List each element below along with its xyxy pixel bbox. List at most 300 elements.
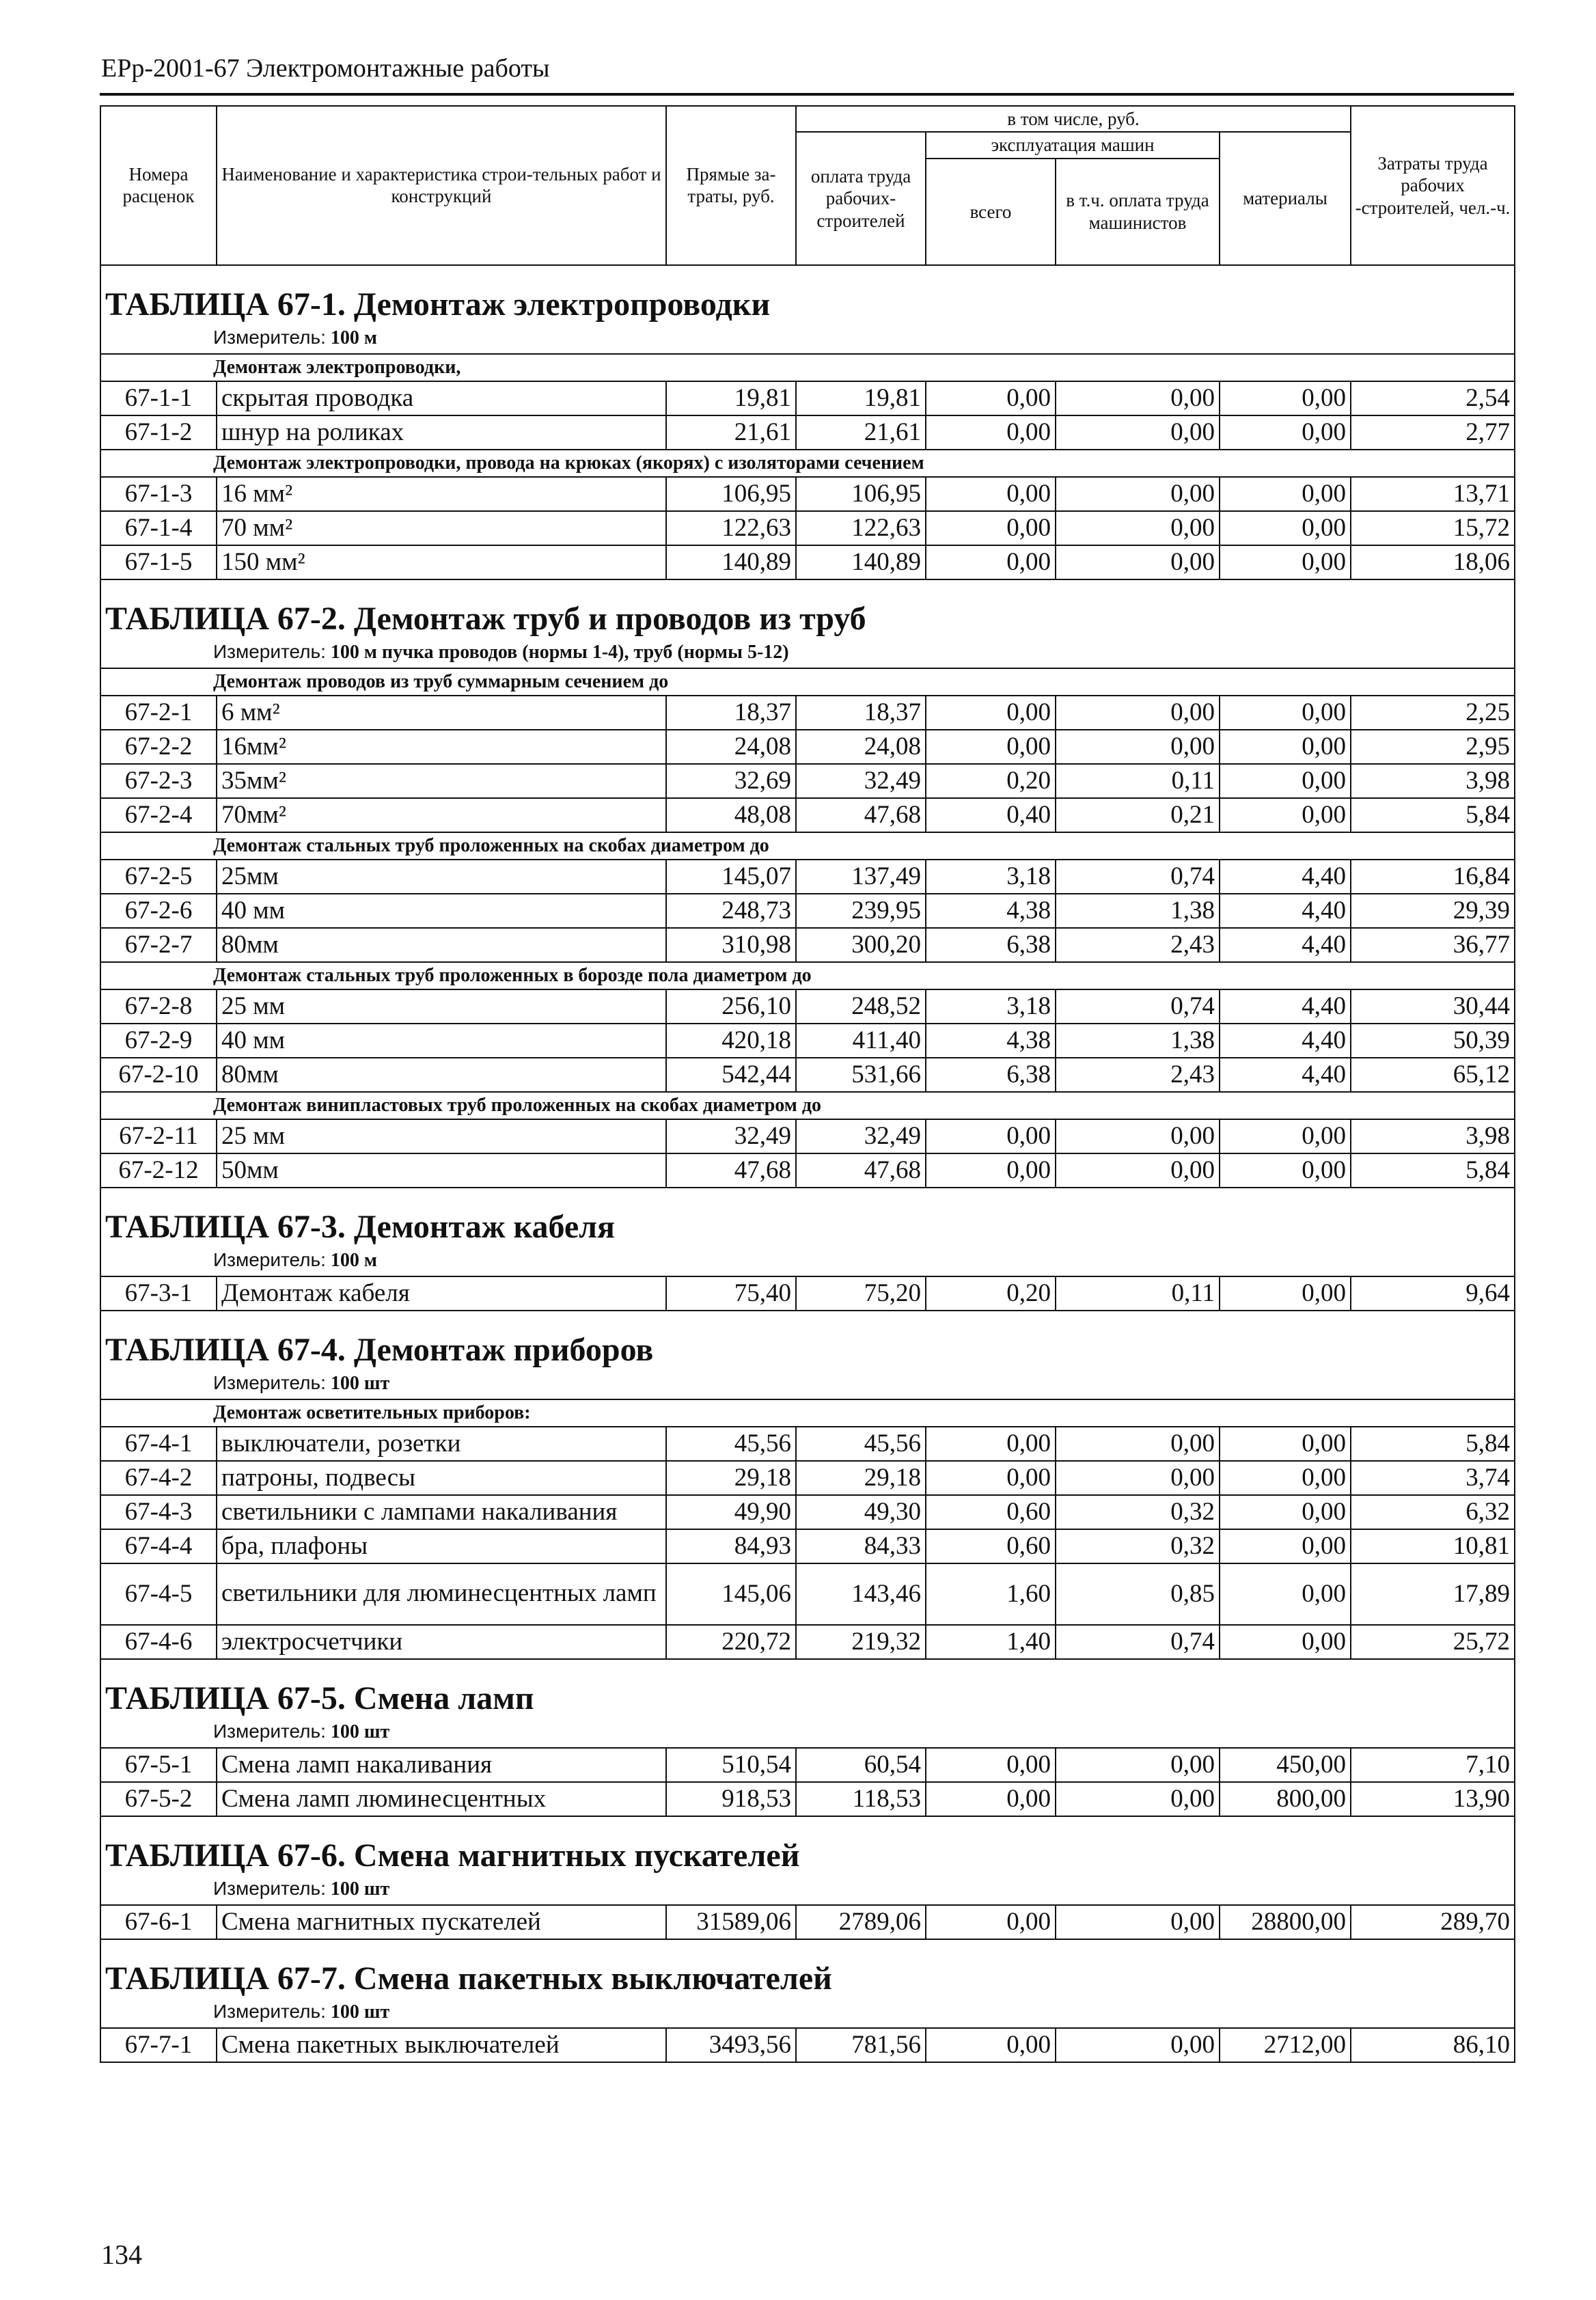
cell-materials: 0,00 [1220, 1153, 1351, 1188]
table-row [100, 2028, 1515, 2062]
measure-label: Измеритель: [213, 1249, 326, 1271]
col-header-machines-total: всего [926, 159, 1056, 265]
table-row [100, 1529, 1515, 1563]
cell-direct: 19,81 [666, 381, 796, 415]
cell-labor: 65,12 [1351, 1058, 1515, 1092]
cell-direct: 122,63 [666, 511, 796, 545]
cell-machines: 0,00 [926, 696, 1056, 730]
cell-machinists: 0,00 [1056, 1461, 1220, 1495]
cell-wages: 122,63 [796, 511, 926, 545]
cell-name: 50мм [217, 1153, 666, 1188]
cell-labor: 2,95 [1351, 730, 1515, 764]
measure-row [100, 1246, 1515, 1276]
cell-materials: 0,00 [1220, 1276, 1351, 1311]
measure-row [100, 323, 1515, 354]
cell-direct: 542,44 [666, 1058, 796, 1092]
cell-wages: 60,54 [796, 1748, 926, 1782]
cell-direct: 3493,56 [666, 2028, 796, 2062]
cell-code: 67-2-7 [100, 928, 217, 962]
cell-name: 80мм [217, 1058, 666, 1092]
cell-direct: 18,37 [666, 696, 796, 730]
cell-machinists: 0,74 [1056, 860, 1220, 894]
subheading-row [100, 354, 1515, 381]
cell-materials: 0,00 [1220, 730, 1351, 764]
cell-direct: 310,98 [666, 928, 796, 962]
cell-materials: 0,00 [1220, 1625, 1351, 1659]
cell-labor: 16,84 [1351, 860, 1515, 894]
table-row [100, 696, 1515, 730]
measure-cell [100, 1874, 1515, 1905]
cell-name: 70 мм² [217, 511, 666, 545]
table-row [100, 860, 1515, 894]
cell-code: 67-5-2 [100, 1782, 217, 1816]
cell-wages: 300,20 [796, 928, 926, 962]
section-title-row [100, 1659, 1515, 1717]
cell-machinists: 0,00 [1056, 2028, 1220, 2062]
subheading: Демонтаж электропроводки, [100, 354, 1515, 381]
cell-direct: 510,54 [666, 1748, 796, 1782]
measure-row [100, 1874, 1515, 1905]
cell-machines: 1,40 [926, 1625, 1056, 1659]
cell-direct: 24,08 [666, 730, 796, 764]
cell-name: светильники для люминесцентных ламп [217, 1563, 666, 1625]
col-header-machinists: в т.ч. оплата труда машинистов [1056, 159, 1220, 265]
cell-direct: 47,68 [666, 1153, 796, 1188]
cell-code: 67-1-4 [100, 511, 217, 545]
section-title: ТАБЛИЦА 67-3. Демонтаж кабеля [100, 1188, 1515, 1246]
cell-machines: 4,38 [926, 894, 1056, 928]
cell-name: 150 мм² [217, 545, 666, 579]
cell-wages: 32,49 [796, 1119, 926, 1153]
cell-materials: 4,40 [1220, 928, 1351, 962]
cell-direct: 256,10 [666, 989, 796, 1024]
measure-label: Измеритель: [213, 1878, 326, 1900]
measure-cell [100, 1369, 1515, 1399]
cell-name: 25мм [217, 860, 666, 894]
cell-wages: 531,66 [796, 1058, 926, 1092]
cell-machinists: 0,00 [1056, 696, 1220, 730]
cell-labor: 17,89 [1351, 1563, 1515, 1625]
cell-name: 6 мм² [217, 696, 666, 730]
section-title-row [100, 1816, 1515, 1874]
measure-cell [100, 1717, 1515, 1748]
table-row [100, 1427, 1515, 1461]
cell-direct: 31589,06 [666, 1905, 796, 1939]
cell-machinists: 2,43 [1056, 928, 1220, 962]
cell-direct: 248,73 [666, 894, 796, 928]
section-title: ТАБЛИЦА 67-1. Демонтаж электропроводки [100, 265, 1515, 323]
cell-wages: 106,95 [796, 477, 926, 511]
cell-name: 25 мм [217, 1119, 666, 1153]
section-title-row [100, 1939, 1515, 1997]
cell-labor: 25,72 [1351, 1625, 1515, 1659]
cell-wages: 49,30 [796, 1495, 926, 1529]
cell-wages: 219,32 [796, 1625, 926, 1659]
cell-wages: 781,56 [796, 2028, 926, 2062]
cell-direct: 45,56 [666, 1427, 796, 1461]
cell-code: 67-2-1 [100, 696, 217, 730]
measure-label: Измеритель: [213, 2001, 326, 2023]
table-row [100, 1153, 1515, 1188]
measure-value: 100 м [330, 327, 377, 349]
cell-code: 67-4-1 [100, 1427, 217, 1461]
cell-code: 67-1-3 [100, 477, 217, 511]
cell-machinists: 0,00 [1056, 477, 1220, 511]
cell-machines: 0,20 [926, 1276, 1056, 1311]
cell-name: 35мм² [217, 764, 666, 798]
cell-materials: 4,40 [1220, 1024, 1351, 1058]
cell-machinists: 0,74 [1056, 1625, 1220, 1659]
measure-row [100, 1997, 1515, 2028]
cell-machines: 3,18 [926, 860, 1056, 894]
cell-name: Смена пакетных выключателей [217, 2028, 666, 2062]
cell-materials: 0,00 [1220, 511, 1351, 545]
table-row [100, 1625, 1515, 1659]
cell-wages: 19,81 [796, 381, 926, 415]
rates-table [100, 105, 1515, 2063]
cell-machines: 0,00 [926, 1905, 1056, 1939]
measure-cell [100, 1997, 1515, 2028]
measure-cell [100, 638, 1515, 668]
table-row [100, 1563, 1515, 1625]
section-title: ТАБЛИЦА 67-2. Демонтаж труб и проводов из труб [100, 579, 1515, 638]
section-title-row [100, 1311, 1515, 1369]
col-header-direct: Прямые за-траты, руб. [666, 106, 796, 265]
table-row [100, 989, 1515, 1024]
col-header-materials: материалы [1220, 132, 1351, 264]
cell-materials: 800,00 [1220, 1782, 1351, 1816]
cell-wages: 47,68 [796, 1153, 926, 1188]
cell-machinists: 2,43 [1056, 1058, 1220, 1092]
cell-machinists: 0,00 [1056, 381, 1220, 415]
cell-wages: 24,08 [796, 730, 926, 764]
cell-machinists: 1,38 [1056, 1024, 1220, 1058]
section-title: ТАБЛИЦА 67-4. Демонтаж приборов [100, 1311, 1515, 1369]
col-header-machines: эксплуатация машин [926, 132, 1220, 158]
cell-machines: 6,38 [926, 1058, 1056, 1092]
cell-materials: 0,00 [1220, 415, 1351, 450]
section-title-row [100, 579, 1515, 638]
cell-code: 67-4-4 [100, 1529, 217, 1563]
cell-name: скрытая проводка [217, 381, 666, 415]
cell-direct: 918,53 [666, 1782, 796, 1816]
table-row [100, 928, 1515, 962]
measure-label: Измеритель: [213, 1372, 326, 1394]
cell-wages: 140,89 [796, 545, 926, 579]
cell-code: 67-2-10 [100, 1058, 217, 1092]
subheading: Демонтаж стальных труб проложенных на скобах диаметром до [100, 832, 1515, 860]
cell-machines: 0,00 [926, 511, 1056, 545]
table-row [100, 730, 1515, 764]
cell-materials: 2712,00 [1220, 2028, 1351, 2062]
cell-name: 70мм² [217, 798, 666, 832]
cell-direct: 49,90 [666, 1495, 796, 1529]
table-row [100, 511, 1515, 545]
cell-name: светильники с лампами накаливания [217, 1495, 666, 1529]
measure-value: 100 шт [330, 1878, 390, 1900]
cell-machines: 0,60 [926, 1529, 1056, 1563]
cell-machines: 1,60 [926, 1563, 1056, 1625]
subheading: Демонтаж стальных труб проложенных в борозде пола диаметром до [100, 962, 1515, 989]
cell-machines: 6,38 [926, 928, 1056, 962]
cell-machines: 0,00 [926, 477, 1056, 511]
cell-machines: 0,00 [926, 730, 1056, 764]
table-row [100, 764, 1515, 798]
cell-machines: 0,00 [926, 1782, 1056, 1816]
cell-name: 25 мм [217, 989, 666, 1024]
cell-name: электросчетчики [217, 1625, 666, 1659]
cell-labor: 6,32 [1351, 1495, 1515, 1529]
cell-code: 67-2-3 [100, 764, 217, 798]
cell-code: 67-2-9 [100, 1024, 217, 1058]
subheading-row [100, 1092, 1515, 1119]
cell-code: 67-4-5 [100, 1563, 217, 1625]
cell-wages: 118,53 [796, 1782, 926, 1816]
cell-machines: 0,60 [926, 1495, 1056, 1529]
cell-materials: 0,00 [1220, 798, 1351, 832]
subheading: Демонтаж электропроводки, провода на крюках (якорях) с изоляторами сечением [100, 450, 1515, 477]
cell-labor: 13,71 [1351, 477, 1515, 511]
cell-wages: 18,37 [796, 696, 926, 730]
cell-machines: 0,00 [926, 1119, 1056, 1153]
cell-materials: 4,40 [1220, 989, 1351, 1024]
cell-wages: 239,95 [796, 894, 926, 928]
cell-machinists: 1,38 [1056, 894, 1220, 928]
cell-machinists: 0,00 [1056, 1748, 1220, 1782]
cell-wages: 29,18 [796, 1461, 926, 1495]
cell-labor: 18,06 [1351, 545, 1515, 579]
section-title: ТАБЛИЦА 67-5. Смена ламп [100, 1659, 1515, 1717]
cell-machines: 4,38 [926, 1024, 1056, 1058]
subheading: Демонтаж винипластовых труб проложенных на скобах диаметром до [100, 1092, 1515, 1119]
measure-row [100, 638, 1515, 668]
table-row [100, 798, 1515, 832]
cell-code: 67-3-1 [100, 1276, 217, 1311]
cell-name: 80мм [217, 928, 666, 962]
cell-name: патроны, подвесы [217, 1461, 666, 1495]
section-title: ТАБЛИЦА 67-6. Смена магнитных пускателей [100, 1816, 1515, 1874]
cell-machines: 0,20 [926, 764, 1056, 798]
cell-machinists: 0,00 [1056, 1782, 1220, 1816]
cell-materials: 0,00 [1220, 381, 1351, 415]
cell-name: Смена ламп накаливания [217, 1748, 666, 1782]
cell-machines: 0,00 [926, 2028, 1056, 2062]
cell-materials: 0,00 [1220, 1119, 1351, 1153]
measure-label: Измеритель: [213, 327, 326, 348]
measure-value: 100 шт [330, 1373, 390, 1395]
cell-labor: 3,74 [1351, 1461, 1515, 1495]
cell-labor: 10,81 [1351, 1529, 1515, 1563]
section-title-row [100, 265, 1515, 323]
cell-materials: 4,40 [1220, 894, 1351, 928]
cell-code: 67-4-3 [100, 1495, 217, 1529]
cell-wages: 47,68 [796, 798, 926, 832]
cell-labor: 5,84 [1351, 1153, 1515, 1188]
table-row [100, 381, 1515, 415]
cell-materials: 0,00 [1220, 1529, 1351, 1563]
cell-code: 67-1-5 [100, 545, 217, 579]
cell-name: выключатели, розетки [217, 1427, 666, 1461]
cell-machines: 0,00 [926, 1427, 1056, 1461]
cell-machinists: 0,00 [1056, 511, 1220, 545]
cell-machines: 0,00 [926, 381, 1056, 415]
cell-wages: 32,49 [796, 764, 926, 798]
measure-cell [100, 1246, 1515, 1276]
col-header-code: Номера расценок [100, 106, 217, 265]
measure-value: 100 шт [330, 2001, 390, 2023]
cell-code: 67-2-6 [100, 894, 217, 928]
cell-direct: 75,40 [666, 1276, 796, 1311]
table-row [100, 477, 1515, 511]
running-header: ЕРр-2001-67 Электромонтажные работы [101, 54, 550, 83]
cell-direct: 145,06 [666, 1563, 796, 1625]
cell-wages: 137,49 [796, 860, 926, 894]
cell-materials: 0,00 [1220, 1461, 1351, 1495]
table-row [100, 1495, 1515, 1529]
cell-machines: 0,00 [926, 545, 1056, 579]
cell-wages: 84,33 [796, 1529, 926, 1563]
cell-materials: 0,00 [1220, 1563, 1351, 1625]
cell-labor: 289,70 [1351, 1905, 1515, 1939]
cell-wages: 2789,06 [796, 1905, 926, 1939]
col-header-including: в том числе, руб. [796, 106, 1351, 132]
section-title-row [100, 1188, 1515, 1246]
cell-wages: 411,40 [796, 1024, 926, 1058]
cell-code: 67-4-2 [100, 1461, 217, 1495]
table-row [100, 1461, 1515, 1495]
table-row [100, 1782, 1515, 1816]
cell-materials: 0,00 [1220, 545, 1351, 579]
measure-cell [100, 323, 1515, 354]
cell-name: шнур на роликах [217, 415, 666, 450]
measure-value: 100 м [330, 1250, 377, 1272]
cell-name: 40 мм [217, 894, 666, 928]
cell-code: 67-1-2 [100, 415, 217, 450]
table-row [100, 1276, 1515, 1311]
cell-machinists: 0,11 [1056, 764, 1220, 798]
cell-direct: 220,72 [666, 1625, 796, 1659]
cell-labor: 13,90 [1351, 1782, 1515, 1816]
cell-name: бра, плафоны [217, 1529, 666, 1563]
cell-materials: 0,00 [1220, 1495, 1351, 1529]
table-row [100, 1024, 1515, 1058]
cell-labor: 3,98 [1351, 764, 1515, 798]
measure-label: Измеритель: [213, 641, 326, 663]
cell-name: Демонтаж кабеля [217, 1276, 666, 1311]
cell-labor: 86,10 [1351, 2028, 1515, 2062]
cell-code: 67-2-8 [100, 989, 217, 1024]
cell-direct: 140,89 [666, 545, 796, 579]
cell-wages: 75,20 [796, 1276, 926, 1311]
cell-machinists: 0,32 [1056, 1529, 1220, 1563]
cell-wages: 248,52 [796, 989, 926, 1024]
cell-direct: 420,18 [666, 1024, 796, 1058]
cell-labor: 2,25 [1351, 696, 1515, 730]
cell-wages: 21,61 [796, 415, 926, 450]
cell-machinists: 0,00 [1056, 1427, 1220, 1461]
cell-machinists: 0,74 [1056, 989, 1220, 1024]
cell-machines: 0,40 [926, 798, 1056, 832]
cell-labor: 2,54 [1351, 381, 1515, 415]
cell-labor: 50,39 [1351, 1024, 1515, 1058]
cell-labor: 3,98 [1351, 1119, 1515, 1153]
table-row [100, 1119, 1515, 1153]
cell-materials: 28800,00 [1220, 1905, 1351, 1939]
measure-row [100, 1369, 1515, 1399]
cell-machines: 0,00 [926, 1153, 1056, 1188]
cell-direct: 32,49 [666, 1119, 796, 1153]
cell-code: 67-2-5 [100, 860, 217, 894]
table-body [100, 265, 1515, 2062]
cell-code: 67-1-1 [100, 381, 217, 415]
cell-materials: 0,00 [1220, 764, 1351, 798]
cell-direct: 145,07 [666, 860, 796, 894]
measure-value: 100 шт [330, 1721, 390, 1743]
cell-labor: 5,84 [1351, 798, 1515, 832]
table-row [100, 894, 1515, 928]
cell-materials: 450,00 [1220, 1748, 1351, 1782]
cell-code: 67-2-4 [100, 798, 217, 832]
cell-materials: 0,00 [1220, 696, 1351, 730]
cell-code: 67-5-1 [100, 1748, 217, 1782]
cell-machinists: 0,11 [1056, 1276, 1220, 1311]
measure-row [100, 1717, 1515, 1748]
measure-value: 100 м пучка проводов (нормы 1-4), труб (нормы 5-12) [330, 642, 789, 663]
cell-code: 67-2-2 [100, 730, 217, 764]
cell-labor: 29,39 [1351, 894, 1515, 928]
cell-materials: 4,40 [1220, 860, 1351, 894]
cell-labor: 15,72 [1351, 511, 1515, 545]
subheading-row [100, 450, 1515, 477]
cell-name: 40 мм [217, 1024, 666, 1058]
subheading-row [100, 1399, 1515, 1427]
header-rule [100, 93, 1514, 96]
cell-direct: 29,18 [666, 1461, 796, 1495]
cell-name: 16мм² [217, 730, 666, 764]
table-row [100, 415, 1515, 450]
measure-label: Измеритель: [213, 1721, 326, 1742]
subheading-row [100, 832, 1515, 860]
cell-name: Смена ламп люминесцентных [217, 1782, 666, 1816]
cell-name: 16 мм² [217, 477, 666, 511]
cell-direct: 48,08 [666, 798, 796, 832]
cell-machines: 3,18 [926, 989, 1056, 1024]
cell-direct: 84,93 [666, 1529, 796, 1563]
cell-code: 67-6-1 [100, 1905, 217, 1939]
cell-labor: 36,77 [1351, 928, 1515, 962]
cell-direct: 21,61 [666, 415, 796, 450]
cell-labor: 7,10 [1351, 1748, 1515, 1782]
cell-code: 67-7-1 [100, 2028, 217, 2062]
subheading-row [100, 668, 1515, 696]
cell-machinists: 0,21 [1056, 798, 1220, 832]
table-row [100, 1748, 1515, 1782]
cell-machines: 0,00 [926, 415, 1056, 450]
cell-machines: 0,00 [926, 1748, 1056, 1782]
col-header-name: Наименование и характеристика строи-тельных работ и конструкций [217, 106, 666, 265]
cell-machinists: 0,32 [1056, 1495, 1220, 1529]
col-header-wages: оплата труда рабочих-строителей [796, 132, 926, 264]
cell-wages: 45,56 [796, 1427, 926, 1461]
cell-machinists: 0,00 [1056, 1119, 1220, 1153]
cell-machinists: 0,85 [1056, 1563, 1220, 1625]
cell-direct: 32,69 [666, 764, 796, 798]
subheading-row [100, 962, 1515, 989]
cell-name: Смена магнитных пускателей [217, 1905, 666, 1939]
table-row [100, 1905, 1515, 1939]
section-title: ТАБЛИЦА 67-7. Смена пакетных выключателей [100, 1939, 1515, 1997]
table-row [100, 1058, 1515, 1092]
